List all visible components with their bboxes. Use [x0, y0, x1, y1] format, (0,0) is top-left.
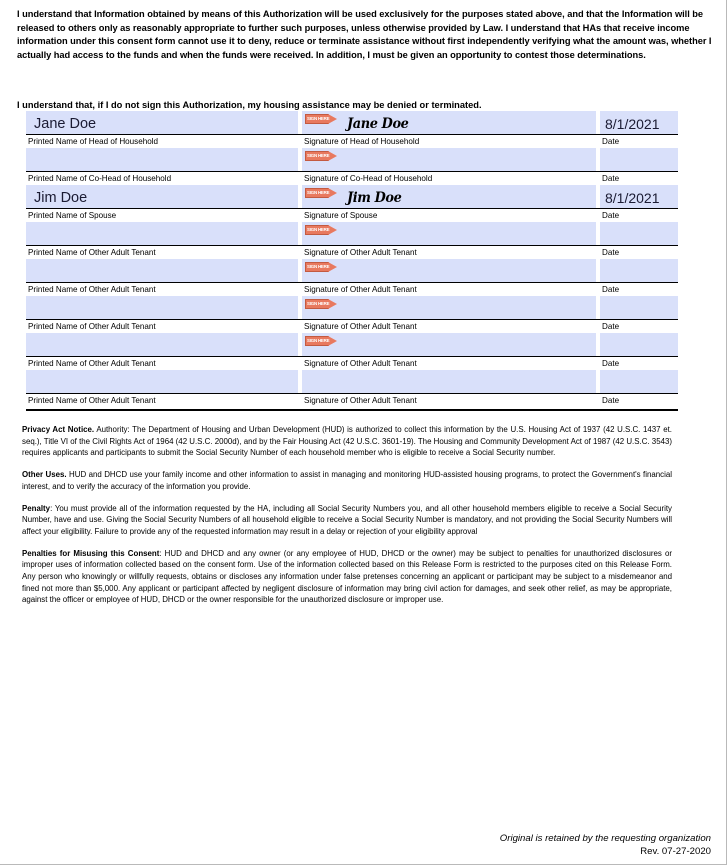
printed-name-field[interactable] [26, 148, 298, 171]
penalty-heading: Penalty [22, 503, 51, 513]
signature-field[interactable] [302, 296, 596, 319]
table-row-fields [26, 333, 678, 356]
table-row-labels [26, 245, 678, 259]
privacy-act-notice [22, 424, 672, 459]
sign-here-tag-label: SIGN HERE [307, 338, 330, 343]
sign-here-tag-icon[interactable] [305, 188, 338, 198]
table-row [26, 370, 678, 407]
sign-here-tag-icon[interactable] [305, 262, 338, 272]
signature-field[interactable] [302, 333, 596, 356]
signature-label: Signature of Other Adult Tenant [304, 396, 417, 405]
sign-here-tag-icon[interactable] [305, 225, 338, 235]
date-label: Date [602, 322, 620, 331]
misuse-penalties-notice [22, 548, 672, 607]
footer-original-note: Original is retained by the requesting organization [499, 833, 711, 844]
sign-here-tag-icon[interactable] [305, 299, 338, 309]
page-footer [500, 832, 711, 858]
table-row-fields [26, 111, 678, 134]
printed-name-field[interactable] [26, 333, 298, 356]
sign-here-tag-label: SIGN HERE [307, 301, 330, 306]
sign-here-tag-label: SIGN HERE [307, 190, 330, 195]
table-row [26, 333, 678, 370]
table-row [26, 185, 678, 222]
other-uses-heading: Other Uses. [22, 470, 67, 480]
sign-here-tag-label: SIGN HERE [307, 153, 330, 158]
printed-name-value: Jim Doe [34, 190, 88, 206]
privacy-act-heading: Privacy Act Notice. [22, 425, 95, 434]
signature-label: Signature of Other Adult Tenant [304, 285, 417, 294]
printed-name-label: Printed Name of Head of Household [28, 137, 159, 146]
printed-name-field[interactable] [26, 259, 298, 282]
date-label: Date [602, 248, 620, 257]
printed-name-label: Printed Name of Co-Head of Household [28, 174, 172, 183]
penalty-body: : You must provide all of the information requested by the HA, including all Social Security Numbers you, and all other household members eligible to receive a Social Security Number, have and use. Giving the Social Security Numbers of all household eligible to receive a Social Security Number is mandatory, and not providing the Social Security Numbers will affect your eligibility. Failure to provide any of the requested information may result in a delay or rejection of your eligibility approval [22, 503, 672, 536]
signature-label: Signature of Co-Head of Household [304, 174, 433, 183]
table-bottom-rule [26, 409, 678, 411]
printed-name-field[interactable] [26, 111, 298, 134]
printed-name-label: Printed Name of Other Adult Tenant [28, 396, 156, 405]
other-uses-body: HUD and DHCD use your family income and other information to assist in managing and monitoring HUD-assisted housing programs, to protect the Government's financial interest, and to verify the accuracy of the information you provide. [22, 470, 673, 491]
misuse-penalties-heading: Penalties for Misusing this Consent [22, 548, 160, 558]
table-row-fields [26, 185, 678, 208]
date-field[interactable] [600, 333, 678, 356]
signature-label: Signature of Other Adult Tenant [304, 359, 417, 368]
signature-label: Signature of Head of Household [304, 137, 420, 146]
table-row-labels [26, 208, 678, 222]
authorization-notice: I understand that, if I do not sign this Authorization, my housing assistance may be denied or terminated. [17, 100, 482, 110]
table-row-labels [26, 171, 678, 185]
sign-here-tag-label: SIGN HERE [307, 227, 330, 232]
intro-paragraph: I understand that Information obtained by means of this Authorization will be used exclusively for the purposes stated above, and that the Information will be released to others only as reasonably appropriate to further such purposes, unless otherwise provided by Law. I understand that HAs that receive income information under this consent form cannot use it to deny, reduce or terminate assistance without first independently verifying what the amount was, whether I actually had access to the funds and when the funds were received. In addition, I must be given an opportunity to contest those determinations. [17, 9, 712, 60]
sign-here-tag-label: SIGN HERE [307, 116, 330, 121]
date-field[interactable] [600, 296, 678, 319]
date-label: Date [602, 211, 620, 220]
misuse-penalties-body: : HUD and DHCD and any owner (or any employee of HUD, DHCD or the owner) may be subject to penalties for unauthorized disclosures or improper uses of information collected based on the consent form. Use of the information collected based on this Release Form is restricted to the purposes cited on this Release Form. Any person who knowingly or willfully requests, obtains or discloses any information under false pretenses concerning an applicant or participant may be subject to a misdemeanor and fined not more than $5,000. Any applicant or participant affected by negligent disclosure of information may bring civil action for damages, and seek other relief, as may be appropriate, against the officer or employee of HUD, DHCD or the owner responsible for the unauthorized disclosure or improper use. [22, 548, 672, 605]
table-row-fields [26, 222, 678, 245]
date-field[interactable] [600, 185, 678, 208]
sign-here-tag-label: SIGN HERE [307, 264, 330, 269]
table-row-labels [26, 282, 678, 296]
sign-here-tag-icon[interactable] [305, 114, 338, 124]
table-row-fields [26, 259, 678, 282]
table-row-labels [26, 393, 678, 407]
footer-revision-date: Rev. 07-27-2020 [640, 846, 711, 857]
table-row-labels [26, 319, 678, 333]
date-label: Date [602, 359, 620, 368]
signature-field[interactable] [302, 259, 596, 282]
signature-value: Jane Doe [347, 116, 409, 132]
date-field[interactable] [600, 370, 678, 393]
printed-name-value: Jane Doe [34, 116, 97, 132]
table-row-fields [26, 296, 678, 319]
printed-name-label: Printed Name of Other Adult Tenant [28, 359, 156, 368]
table-row-fields [26, 370, 678, 393]
table-row [26, 259, 678, 296]
sign-here-tag-icon[interactable] [305, 336, 338, 346]
printed-name-field[interactable] [26, 222, 298, 245]
date-field[interactable] [600, 259, 678, 282]
table-row [26, 296, 678, 333]
date-field[interactable] [600, 111, 678, 134]
penalty-notice [22, 503, 672, 538]
table-row-labels [26, 356, 678, 370]
signature-table [26, 111, 678, 407]
date-value: 8/1/2021 [605, 116, 660, 132]
printed-name-label: Printed Name of Spouse [28, 211, 117, 220]
signature-label: Signature of Other Adult Tenant [304, 322, 417, 331]
table-row-fields [26, 148, 678, 171]
signature-field[interactable] [302, 370, 596, 393]
table-row [26, 148, 678, 185]
printed-name-field[interactable] [26, 185, 298, 208]
printed-name-field[interactable] [26, 296, 298, 319]
date-label: Date [602, 396, 620, 405]
printed-name-field[interactable] [26, 370, 298, 393]
signature-value: Jim Doe [347, 190, 402, 206]
intro-section [17, 8, 714, 62]
date-field[interactable] [600, 222, 678, 245]
date-label: Date [602, 137, 620, 146]
legal-notices-section [22, 424, 672, 616]
date-label: Date [602, 174, 620, 183]
signature-field[interactable] [302, 111, 596, 134]
date-label: Date [602, 285, 620, 294]
printed-name-label: Printed Name of Other Adult Tenant [28, 285, 156, 294]
date-field[interactable] [600, 148, 678, 171]
table-row [26, 111, 678, 148]
signature-label: Signature of Spouse [304, 211, 378, 220]
sign-here-tag-icon[interactable] [305, 151, 338, 161]
privacy-act-body: Authority: The Department of Housing and Urban Development (HUD) is authorized to collect this information by the U.S. Housing Act of 1937 (42 U.S.C. 1437 et. seq.), Title VI of the Civil Rights Act of 1964 (42 U.S.C. 2000d), and by the Fair Housing Act (42 U.S.C. 3601-19). The Housing and Community Development Act of 1987 (42 U.S.C. 3543) requires applicants and participants to submit the Social Security Number of each household member who is eligible to receive a Social Security number. [22, 425, 672, 458]
table-row [26, 222, 678, 259]
signature-field[interactable] [302, 148, 596, 171]
printed-name-label: Printed Name of Other Adult Tenant [28, 248, 156, 257]
table-row-labels [26, 134, 678, 148]
signature-label: Signature of Other Adult Tenant [304, 248, 417, 257]
printed-name-label: Printed Name of Other Adult Tenant [28, 322, 156, 331]
date-value: 8/1/2021 [605, 190, 660, 206]
other-uses-notice [22, 469, 672, 492]
signature-field[interactable] [302, 222, 596, 245]
signature-field[interactable] [302, 185, 596, 208]
